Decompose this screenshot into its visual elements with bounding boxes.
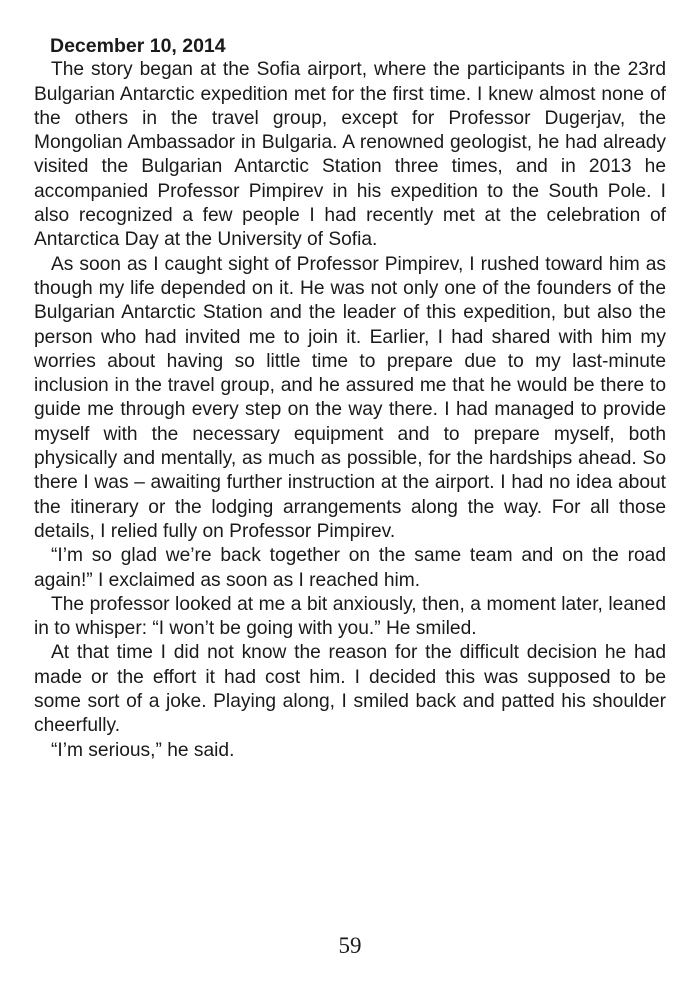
paragraph: At that time I did not know the reason for the difficult decision he had made or the effort it had cost him. I decided this was supposed to be some sort of a joke. Playing along, I smiled back and patted his shoulder cheerfully.	[34, 642, 666, 737]
page-number: 59	[338, 933, 362, 958]
paragraph: The story began at the Sofia airport, where the participants in the 23rd Bulgarian Antarctic expedition met for the first time. I knew almost none of the others in the travel group, except for Professor Dugerjav, the Mongolian Ambassador in Bulgaria. A renowned geologist, he had already visited the Bulgarian Antarctic Station three times, and in 2013 he accompanied Professor Pimpirev in his expedition to the South Pole. I also recognized a few people I had recently met at the celebration of Antarctica Day at the University of Sofia.	[34, 59, 666, 251]
date-heading: December 10, 2014	[50, 35, 226, 57]
paragraph: As soon as I caught sight of Professor Pimpirev, I rushed toward him as though my life depended on it. He was not only one of the founders of the Bulgarian Antarctic Station and the leader of this expedition, but also the person who had invited me to join it. Earlier, I had shared with him my worries about having so little time to prepare due to my last-minute inclusion in the travel group, and he assured me that he would be there to guide me through every step on the way there. I had managed to provide myself with the necessary equipment and to prepare myself, both physically and mentally, as much as possible, for the hardships ahead. So there I was – awaiting further instruction at the airport. I had no idea about the itinerary or the lodging arrangements along the way. For all those details, I relied fully on Professor Pimpirev.	[34, 253, 666, 542]
paragraph: “I’m so glad we’re back together on the same team and on the road again!” I exclaimed as soon as I reached him.	[34, 545, 666, 591]
paragraph: The professor looked at me a bit anxiously, then, a moment later, leaned in to whisper: “I won’t be going with you.” He smiled.	[34, 593, 666, 640]
page-content	[34, 34, 666, 763]
paragraph: “I’m serious,” he said.	[51, 739, 235, 761]
